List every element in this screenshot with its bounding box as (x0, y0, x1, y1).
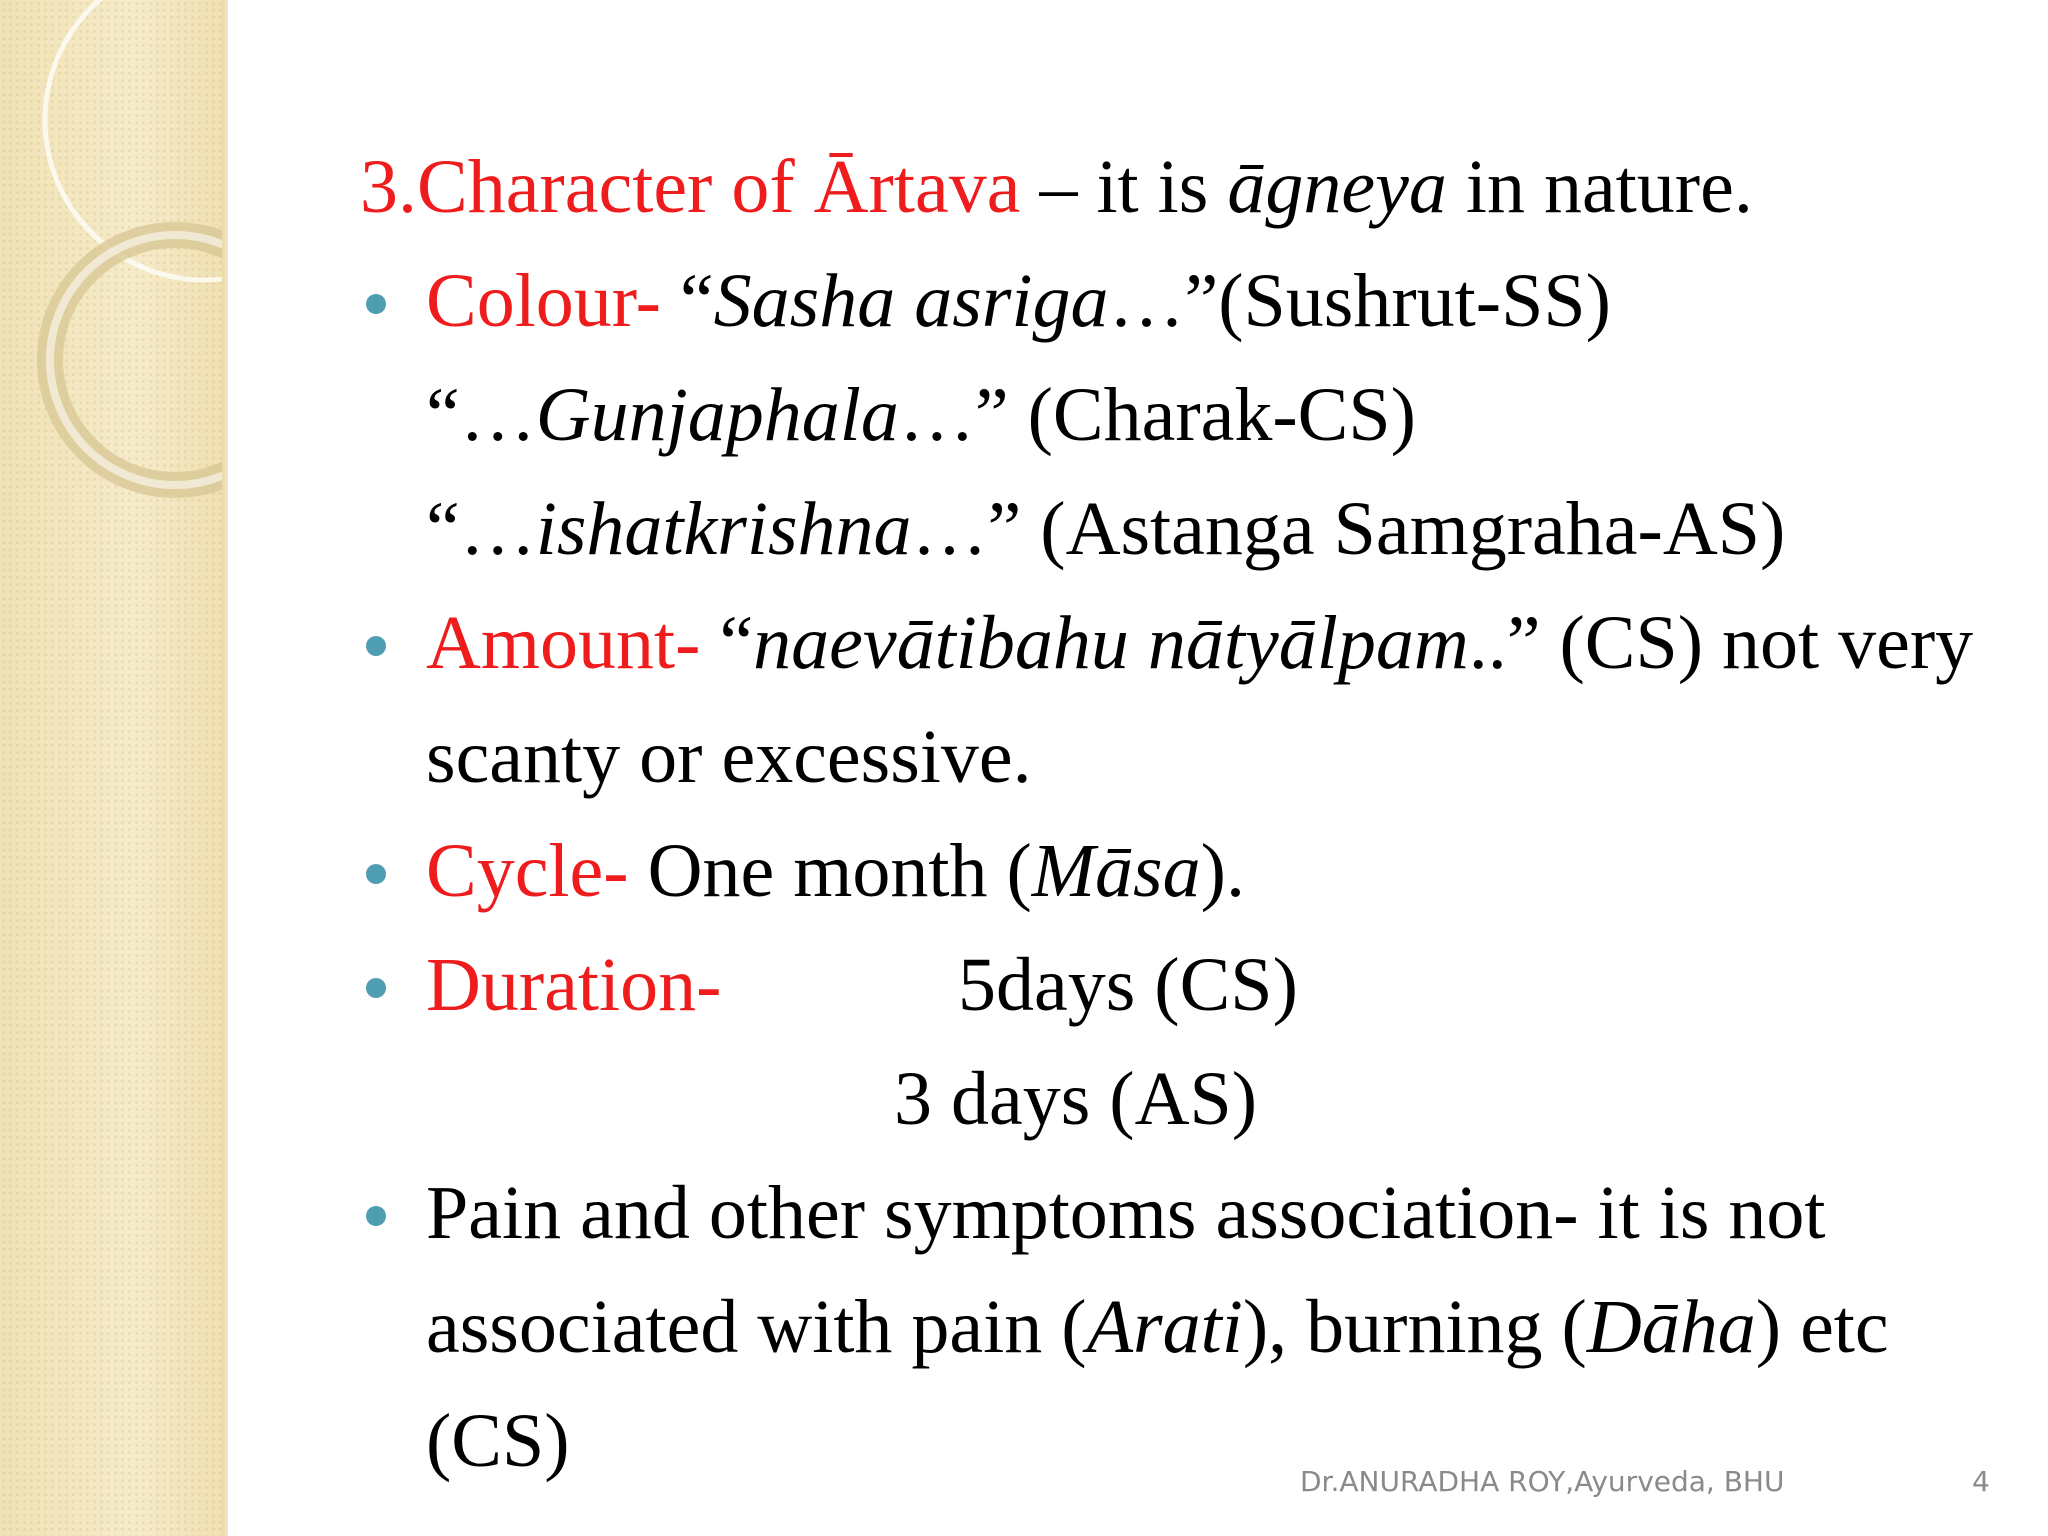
colour-open: “ (660, 259, 714, 343)
amount-open: “ (700, 601, 754, 685)
duration-value-as: 3 days (AS) (894, 1057, 1258, 1141)
bullet-amount (360, 586, 1980, 814)
pain-text-1: Pain and other symptoms association- it is not associated with pain ( (426, 1171, 1826, 1369)
colour-line2-italic: Gunjaphala (535, 373, 899, 457)
heading-italic: āgneya (1227, 145, 1447, 229)
cycle-close: ). (1200, 829, 1245, 913)
colour-line3-italic: ishatkrishna (535, 487, 912, 571)
amount-italic: naevātibahu nātyālpam (753, 601, 1469, 685)
bullet-dot-icon (366, 636, 386, 656)
duration-value-cs: 5days (CS) (958, 943, 1298, 1027)
pain-text-3: ) etc (CS) (426, 1285, 1889, 1483)
page-number: 4 (1972, 1465, 1990, 1498)
duration-label: Duration- (426, 943, 722, 1027)
bullet-pain (360, 1156, 1980, 1498)
amount-label: Amount- (426, 601, 701, 685)
pain-text-2: ), burning ( (1242, 1285, 1587, 1369)
decorative-sidebar (0, 0, 228, 1536)
cycle-italic: Māsa (1031, 829, 1201, 913)
colour-label: Colour- (426, 259, 661, 343)
colour-close: …”(Sushrut-SS) (1108, 259, 1611, 343)
heading-red-text: 3.Character of Ārtava (360, 145, 1021, 229)
colour-line-3 (360, 472, 1980, 586)
decorative-rings (0, 0, 228, 560)
bullet-dot-icon (366, 978, 386, 998)
heading-tail: in nature. (1446, 145, 1753, 229)
bullet-dot-icon (366, 294, 386, 314)
bullet-colour (360, 244, 1980, 358)
pain-italic-1: Arati (1086, 1285, 1243, 1369)
bullet-duration (360, 928, 1980, 1042)
pain-italic-2: Dāha (1586, 1285, 1756, 1369)
colour-line3-open: “… (426, 487, 536, 571)
cycle-label: Cycle- (426, 829, 629, 913)
footer-author: Dr.ANURADHA ROY,Ayurveda, BHU (1300, 1465, 1785, 1498)
amount-close: ..” (CS) not very scanty or excessive. (426, 601, 1974, 799)
colour-line3-close: …” (Astanga Samgraha-AS) (911, 487, 1786, 571)
colour-line-2 (360, 358, 1980, 472)
sidebar-edge (222, 0, 228, 1536)
bullet-cycle (360, 814, 1980, 928)
heading-text: – it is (1020, 145, 1228, 229)
colour-italic: Sasha asriga (713, 259, 1109, 343)
bullet-dot-icon (366, 864, 386, 884)
duration-row-2 (360, 1042, 1980, 1156)
slide-content (360, 130, 1980, 1498)
colour-line2-close: …” (Charak-CS) (898, 373, 1416, 457)
colour-line2-open: “… (426, 373, 536, 457)
cycle-text: One month ( (628, 829, 1032, 913)
slide-heading (360, 130, 1980, 244)
bullet-dot-icon (366, 1206, 386, 1226)
